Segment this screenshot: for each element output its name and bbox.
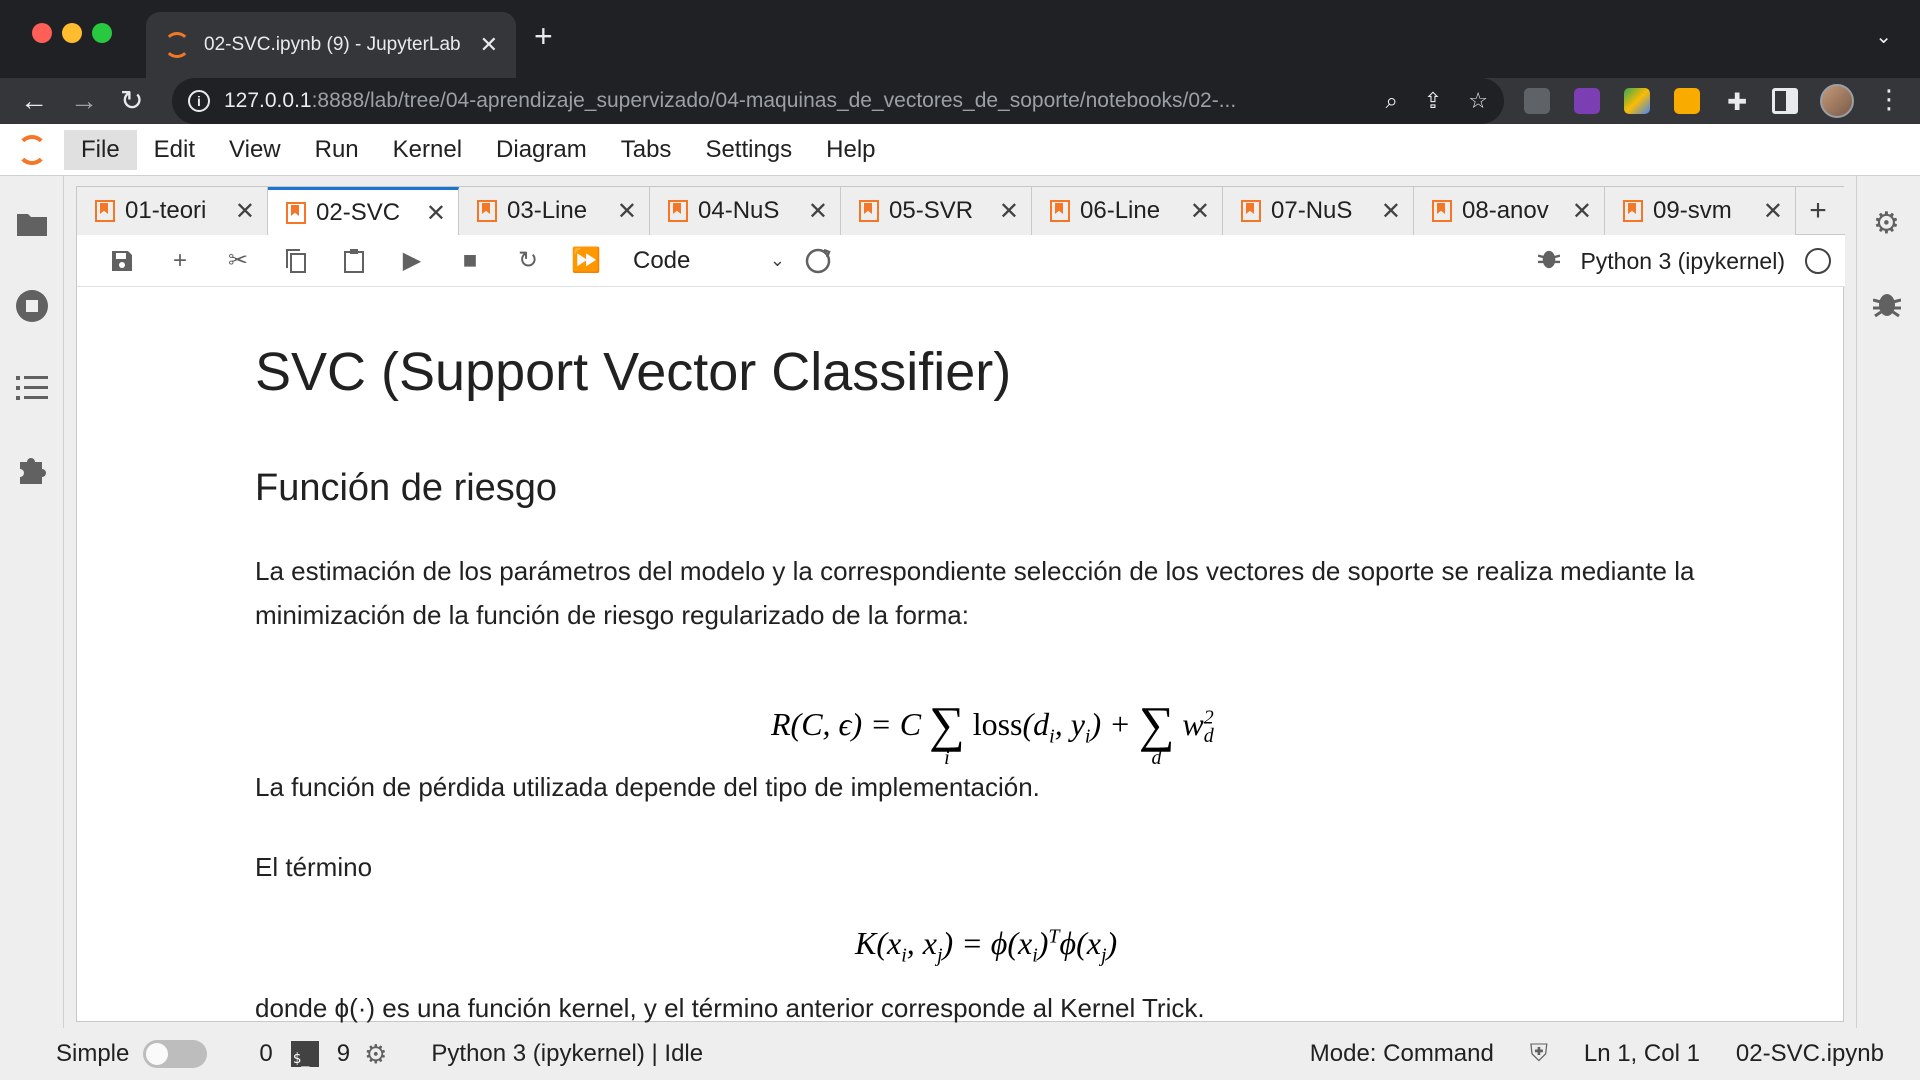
- minimize-window-button[interactable]: [62, 23, 82, 43]
- notebook-icon: [1241, 200, 1261, 222]
- close-icon[interactable]: ✕: [425, 199, 446, 227]
- menu-view[interactable]: View: [229, 135, 281, 163]
- extension-drive-icon[interactable]: [1624, 88, 1650, 114]
- new-tab-icon[interactable]: +: [534, 18, 553, 54]
- menu-edit[interactable]: Edit: [153, 135, 196, 163]
- kernel-status-circle-icon: [1805, 248, 1831, 274]
- close-tab-icon[interactable]: ✕: [479, 32, 498, 57]
- restart-kernel-icon[interactable]: ↻: [517, 247, 539, 274]
- jupyter-logo-icon: [0, 124, 64, 176]
- doc-tab-03[interactable]: [459, 187, 650, 235]
- risk-equation: R(C, ϵ) = C ∑ i $loss(d_i$, $y_i$) + ∑ d $w^2_d$: [771, 696, 1214, 769]
- share-icon[interactable]: ⇪: [1423, 88, 1443, 113]
- running-kernels-stop-icon[interactable]: [14, 288, 50, 324]
- extension-keep-icon[interactable]: [1674, 88, 1700, 114]
- notebook-icon: [286, 202, 306, 224]
- notebook-icon: [668, 200, 688, 222]
- url-text[interactable]: 127.0.0.1:8888/lab/tree/04-aprendizaje_supervizado/04-maquinas_de_vectores_de_soporte/notebooks/02-...: [224, 89, 1237, 112]
- doc-tab-label: 04-NuS: [698, 197, 780, 224]
- doc-tab-02[interactable]: [268, 187, 459, 236]
- kernel-count[interactable]: 9: [336, 1040, 351, 1067]
- cut-scissors-icon[interactable]: ✂: [227, 247, 249, 274]
- doc-tab-label: 01-teori: [125, 197, 207, 224]
- doc-tab-08[interactable]: [1414, 187, 1605, 235]
- doc-tab-label: 06-Line: [1080, 197, 1161, 224]
- copy-icon[interactable]: [267, 241, 325, 281]
- debugger-bug-icon[interactable]: [1873, 288, 1901, 326]
- extension-onenote-icon[interactable]: [1574, 88, 1600, 114]
- close-icon[interactable]: ✕: [616, 197, 637, 225]
- menu-run[interactable]: Run: [314, 135, 359, 163]
- browser-toolbar: [0, 78, 1920, 124]
- menu-diagram[interactable]: Diagram: [496, 135, 587, 163]
- table-of-contents-icon[interactable]: [14, 370, 50, 406]
- terminal-count[interactable]: 0: [259, 1040, 273, 1067]
- chevron-down-icon: ⌄: [769, 250, 785, 270]
- notebook-subheading: Función de riesgo: [255, 467, 558, 509]
- paste-clipboard-icon[interactable]: [325, 241, 383, 281]
- jupyterlab-app: [0, 124, 1920, 1080]
- side-panel-icon[interactable]: [1772, 88, 1798, 114]
- browser-tab-active[interactable]: [146, 12, 516, 78]
- forward-arrow-icon[interactable]: →: [70, 85, 98, 116]
- debugger-toggle-bug-icon[interactable]: [1538, 246, 1560, 277]
- kernel-name-button[interactable]: Python 3 (ipykernel): [1580, 247, 1785, 274]
- simple-mode-label: Simple: [56, 1040, 130, 1067]
- close-icon[interactable]: ✕: [998, 197, 1019, 225]
- mode-indicator[interactable]: Mode: Command: [1309, 1040, 1494, 1067]
- close-icon[interactable]: ✕: [1380, 197, 1401, 225]
- close-icon[interactable]: ✕: [1762, 197, 1783, 225]
- bookmark-star-icon[interactable]: ☆: [1468, 88, 1488, 113]
- insert-cell-plus-icon[interactable]: +: [172, 246, 187, 274]
- menu-file[interactable]: File: [64, 130, 137, 170]
- doc-tab-label: 09-svm: [1653, 197, 1732, 224]
- menu-tabs[interactable]: Tabs: [620, 135, 672, 163]
- property-inspector-gears-icon[interactable]: ⚙: [1873, 207, 1900, 240]
- cell-type-value: Code: [633, 246, 691, 274]
- maximize-window-button[interactable]: [92, 23, 112, 43]
- notebook-icon: [1623, 200, 1643, 222]
- notebook-content[interactable]: [77, 287, 1845, 1023]
- doc-tab-09[interactable]: [1605, 187, 1796, 235]
- extension-zotero-icon[interactable]: [1524, 88, 1550, 114]
- cursor-position[interactable]: Ln 1, Col 1: [1583, 1040, 1700, 1067]
- close-icon[interactable]: ✕: [807, 197, 828, 225]
- menu-kernel[interactable]: Kernel: [392, 135, 463, 163]
- jupyter-favicon-icon: [164, 32, 190, 58]
- doc-tab-label: 07-NuS: [1271, 197, 1353, 224]
- browser-tab-title: 02-SVC.ipynb (9) - JupyterLab: [204, 34, 461, 55]
- interrupt-stop-icon[interactable]: ■: [462, 246, 478, 274]
- file-name: 02-SVC.ipynb: [1735, 1040, 1884, 1067]
- status-right-group: [1310, 1028, 1884, 1080]
- paragraph-risk-function: La estimación de los parámetros del modelo y la correspondiente selección de los vectores de soporte se realiza mediante la minimización de la función de riesgo regularizado de la forma:: [255, 556, 1695, 630]
- paragraph-loss-function: La función de pérdida utilizada depende del tipo de implementación.: [255, 772, 1040, 802]
- menu-settings[interactable]: Settings: [705, 135, 793, 163]
- notebook-heading: SVC (Support Vector Classifier): [255, 342, 1012, 402]
- extensions-puzzle-icon[interactable]: ✚: [1726, 89, 1748, 116]
- doc-tab-04[interactable]: [650, 187, 841, 235]
- kernel-equation: $K(x_i$, $x_j) = \phi(x_i)^T\phi(x_j)$: [855, 925, 1118, 967]
- tab-search-chevron-icon[interactable]: ⌄: [1875, 26, 1892, 48]
- file-browser-folder-icon[interactable]: [14, 206, 50, 242]
- restart-run-all-icon[interactable]: ⏩: [571, 247, 601, 274]
- doc-tab-06[interactable]: [1032, 187, 1223, 235]
- back-arrow-icon[interactable]: ←: [20, 85, 48, 116]
- menu-bar: [0, 124, 1920, 176]
- doc-tab-label: 05-SVR: [889, 197, 974, 224]
- notebook-toolbar: [77, 235, 1845, 287]
- document-tab-bar: [77, 187, 1845, 235]
- extension-manager-puzzle-icon[interactable]: [14, 452, 50, 488]
- doc-tab-label: 08-anov: [1462, 197, 1549, 224]
- profile-avatar[interactable]: [1820, 84, 1854, 118]
- doc-tab-label: 03-Line: [507, 197, 588, 224]
- close-icon[interactable]: ✕: [234, 197, 255, 225]
- close-window-button[interactable]: [32, 23, 52, 43]
- run-play-icon[interactable]: ▶: [402, 247, 422, 274]
- status-bar: [0, 1028, 1920, 1080]
- cell-type-select[interactable]: [629, 241, 789, 281]
- kernel-indicator: [1538, 235, 1831, 287]
- browser-tab-strip: [0, 0, 1920, 78]
- doc-tab-label: 02-SVC: [316, 199, 401, 226]
- kernel-chip-icon[interactable]: ⚙: [364, 1038, 388, 1069]
- reload-icon[interactable]: ↻: [120, 85, 144, 116]
- paragraph-kernel-trick: donde ϕ(·) es una función kernel, y el término anterior corresponde al Kernel Trick.: [255, 993, 1205, 1023]
- close-icon[interactable]: ✕: [1189, 197, 1210, 225]
- browser-menu-icon[interactable]: ⋮: [1876, 84, 1902, 114]
- doc-tab-01[interactable]: [77, 187, 268, 235]
- site-info-icon[interactable]: i: [188, 90, 210, 112]
- terminal-icon[interactable]: $_: [291, 1041, 319, 1067]
- save-icon[interactable]: [93, 241, 151, 281]
- notebook-icon: [859, 200, 879, 222]
- simple-mode-toggle[interactable]: [143, 1040, 207, 1068]
- doc-tab-05[interactable]: [841, 187, 1032, 235]
- paragraph-term: El término: [255, 852, 373, 882]
- notebook-icon: [1050, 200, 1070, 222]
- kernel-status-text[interactable]: Python 3 (ipykernel) | Idle: [431, 1040, 704, 1067]
- zoom-icon[interactable]: ⌕: [1385, 88, 1398, 113]
- menu-help[interactable]: Help: [826, 135, 876, 163]
- notebook-icon: [477, 200, 497, 222]
- refresh-diagram-icon[interactable]: [789, 241, 847, 281]
- close-icon[interactable]: ✕: [1571, 197, 1592, 225]
- right-sidebar: [1856, 176, 1920, 1028]
- notebook-icon: [95, 200, 115, 222]
- left-sidebar: [0, 176, 64, 1028]
- doc-tab-07[interactable]: [1223, 187, 1414, 235]
- notebook-panel: [76, 186, 1844, 1022]
- trust-shield-icon[interactable]: ⛨: [1529, 1040, 1548, 1067]
- address-bar[interactable]: [172, 78, 1504, 124]
- new-launcher-plus-icon[interactable]: +: [1809, 194, 1827, 227]
- notebook-icon: [1432, 200, 1452, 222]
